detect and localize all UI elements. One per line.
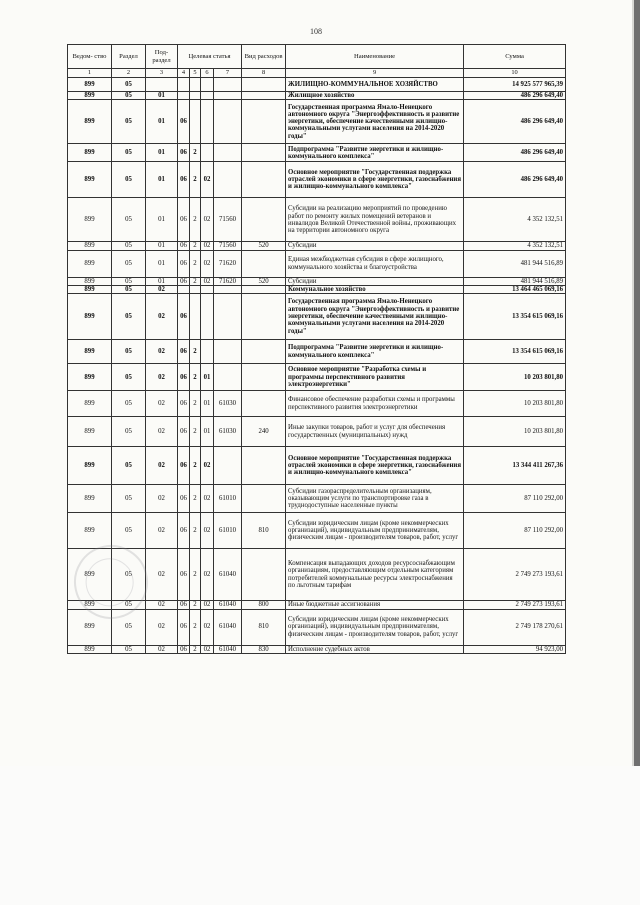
- cell-vedomstvo: 899: [68, 294, 112, 340]
- cell-vid-rashodov: [242, 447, 286, 485]
- table-row: [68, 162, 566, 198]
- cell-direction: [214, 447, 242, 485]
- cell-vid-rashodov: [242, 198, 286, 242]
- cell-direction: [214, 92, 242, 100]
- cell-razdel: 05: [112, 485, 146, 513]
- cell-vedomstvo: 899: [68, 78, 112, 92]
- cell-vedomstvo: 899: [68, 601, 112, 609]
- cell-event: [201, 285, 214, 293]
- cell-program: 06: [178, 513, 190, 549]
- cell-razdel: 05: [112, 391, 146, 417]
- cell-direction: [214, 285, 242, 293]
- cell-vid-rashodov: 800: [242, 601, 286, 609]
- table-row: [68, 340, 566, 364]
- cell-subprogram: 2: [190, 250, 201, 277]
- cell-naimenovanie: Государственная программа Ямало-Ненецкого автономного округа "Энергоэффективность и развитие энергетики, обеспечение качественными жилищно-коммунальными услугами населения на 2014-2020 годы": [286, 294, 464, 340]
- cell-subprogram: 2: [190, 364, 201, 391]
- cell-vid-rashodov: [242, 285, 286, 293]
- cell-vid-rashodov: 810: [242, 513, 286, 549]
- cell-program: 06: [178, 417, 190, 447]
- table-row: [68, 144, 566, 162]
- cell-vedomstvo: 899: [68, 198, 112, 242]
- cell-program: 06: [178, 250, 190, 277]
- cell-vid-rashodov: 240: [242, 417, 286, 447]
- cell-subprogram: [190, 92, 201, 100]
- cell-naimenovanie: Основное мероприятие "Разработка схемы и программы перспективного развития электроэнергетики": [286, 364, 464, 391]
- cell-naimenovanie: Подпрограмма "Развитие энергетики и жилищно-коммунального комплекса": [286, 340, 464, 364]
- header-summa: Сумма: [464, 45, 566, 69]
- cell-razdel: 05: [112, 92, 146, 100]
- cell-podrazdel: 01: [146, 277, 178, 285]
- cell-vedomstvo: 899: [68, 485, 112, 513]
- cell-razdel: 05: [112, 162, 146, 198]
- cell-razdel: 05: [112, 277, 146, 285]
- cell-naimenovanie: Жилищное хозяйство: [286, 92, 464, 100]
- cell-summa: 13 354 615 069,16: [464, 294, 566, 340]
- column-number: 4: [178, 69, 190, 78]
- column-number: 1: [68, 69, 112, 78]
- cell-subprogram: 2: [190, 391, 201, 417]
- header-vedomstvo: Ведом- ство: [68, 45, 112, 69]
- cell-program: 06: [178, 364, 190, 391]
- table-row: [68, 198, 566, 242]
- cell-vid-rashodov: [242, 340, 286, 364]
- cell-vedomstvo: 899: [68, 645, 112, 653]
- cell-podrazdel: 02: [146, 294, 178, 340]
- table-row: [68, 601, 566, 609]
- cell-program: 06: [178, 242, 190, 250]
- cell-podrazdel: 02: [146, 364, 178, 391]
- cell-summa: 486 296 649,40: [464, 92, 566, 100]
- cell-event: 01: [201, 391, 214, 417]
- cell-razdel: 05: [112, 513, 146, 549]
- cell-vid-rashodov: 830: [242, 645, 286, 653]
- cell-event: 02: [201, 645, 214, 653]
- cell-vid-rashodov: [242, 364, 286, 391]
- column-number: 9: [286, 69, 464, 78]
- cell-vedomstvo: 899: [68, 549, 112, 601]
- cell-naimenovanie: Коммунальное хозяйство: [286, 285, 464, 293]
- cell-program: 06: [178, 144, 190, 162]
- cell-summa: 4 352 132,51: [464, 242, 566, 250]
- cell-vid-rashodov: [242, 485, 286, 513]
- cell-subprogram: 2: [190, 340, 201, 364]
- cell-subprogram: 2: [190, 198, 201, 242]
- cell-vid-rashodov: [242, 92, 286, 100]
- cell-naimenovanie: Единая межбюджетная субсидия в сфере жилищного, коммунального хозяйства и благоустройства: [286, 250, 464, 277]
- cell-program: [178, 92, 190, 100]
- cell-vid-rashodov: [242, 78, 286, 92]
- cell-vedomstvo: 899: [68, 242, 112, 250]
- cell-vedomstvo: 899: [68, 364, 112, 391]
- cell-vedomstvo: 899: [68, 609, 112, 645]
- cell-direction: 61040: [214, 609, 242, 645]
- cell-program: 06: [178, 549, 190, 601]
- cell-vid-rashodov: [242, 100, 286, 144]
- cell-razdel: 05: [112, 549, 146, 601]
- cell-naimenovanie: Субсидии газораспределительным организациям, оказывающим услуги по транспортировке газа в труднодоступные населенные пункты: [286, 485, 464, 513]
- cell-naimenovanie: Основное мероприятие "Государственная поддержка отраслей экономики в сфере энергетики, газоснабжения и жилищно-коммунального комплекса": [286, 162, 464, 198]
- cell-podrazdel: 02: [146, 549, 178, 601]
- cell-vid-rashodov: [242, 144, 286, 162]
- cell-vedomstvo: 899: [68, 277, 112, 285]
- blank-area: [0, 766, 640, 905]
- cell-event: 01: [201, 364, 214, 391]
- cell-subprogram: 2: [190, 601, 201, 609]
- cell-event: 02: [201, 162, 214, 198]
- table-row: [68, 391, 566, 417]
- cell-direction: 61040: [214, 601, 242, 609]
- cell-subprogram: [190, 285, 201, 293]
- table-row: [68, 645, 566, 653]
- cell-razdel: 05: [112, 340, 146, 364]
- table-row: [68, 485, 566, 513]
- cell-vid-rashodov: 520: [242, 242, 286, 250]
- cell-naimenovanie: Иные закупки товаров, работ и услуг для обеспечения государственных (муниципальных) нужд: [286, 417, 464, 447]
- cell-direction: 61010: [214, 513, 242, 549]
- cell-direction: [214, 100, 242, 144]
- cell-podrazdel: 02: [146, 485, 178, 513]
- table-row: [68, 277, 566, 285]
- cell-subprogram: 2: [190, 485, 201, 513]
- cell-subprogram: 2: [190, 162, 201, 198]
- cell-summa: 4 352 132,51: [464, 198, 566, 242]
- cell-podrazdel: 02: [146, 285, 178, 293]
- cell-program: 06: [178, 277, 190, 285]
- cell-vedomstvo: 899: [68, 340, 112, 364]
- cell-razdel: 05: [112, 601, 146, 609]
- cell-razdel: 05: [112, 645, 146, 653]
- table-header-row: [68, 45, 566, 69]
- cell-summa: 2 749 178 270,61: [464, 609, 566, 645]
- cell-direction: 71620: [214, 250, 242, 277]
- cell-razdel: 05: [112, 285, 146, 293]
- cell-event: [201, 100, 214, 144]
- cell-summa: 2 749 273 193,61: [464, 601, 566, 609]
- cell-podrazdel: 01: [146, 198, 178, 242]
- table-row: [68, 609, 566, 645]
- table-row: [68, 513, 566, 549]
- cell-direction: 61030: [214, 391, 242, 417]
- cell-summa: 10 203 801,80: [464, 391, 566, 417]
- cell-naimenovanie: Исполнение судебных актов: [286, 645, 464, 653]
- cell-direction: [214, 294, 242, 340]
- cell-razdel: 05: [112, 364, 146, 391]
- cell-summa: 486 296 649,40: [464, 162, 566, 198]
- cell-program: 06: [178, 601, 190, 609]
- cell-vedomstvo: 899: [68, 92, 112, 100]
- column-number: 2: [112, 69, 146, 78]
- cell-subprogram: 2: [190, 513, 201, 549]
- cell-summa: 2 749 273 193,61: [464, 549, 566, 601]
- cell-vid-rashodov: [242, 162, 286, 198]
- table-row: [68, 447, 566, 485]
- cell-program: 06: [178, 294, 190, 340]
- cell-podrazdel: 02: [146, 447, 178, 485]
- cell-podrazdel: 01: [146, 250, 178, 277]
- cell-subprogram: [190, 294, 201, 340]
- cell-vid-rashodov: [242, 250, 286, 277]
- cell-podrazdel: 01: [146, 162, 178, 198]
- cell-program: 06: [178, 645, 190, 653]
- cell-razdel: 05: [112, 78, 146, 92]
- cell-podrazdel: [146, 78, 178, 92]
- cell-subprogram: [190, 100, 201, 144]
- cell-direction: [214, 78, 242, 92]
- cell-summa: 87 110 292,00: [464, 485, 566, 513]
- cell-direction: 61040: [214, 549, 242, 601]
- column-number: 3: [146, 69, 178, 78]
- table-row: [68, 285, 566, 293]
- cell-summa: 10 203 801,80: [464, 417, 566, 447]
- page-number: 108: [310, 27, 322, 36]
- cell-event: 02: [201, 485, 214, 513]
- cell-vedomstvo: 899: [68, 162, 112, 198]
- cell-razdel: 05: [112, 242, 146, 250]
- cell-direction: 71560: [214, 198, 242, 242]
- cell-program: 06: [178, 609, 190, 645]
- cell-subprogram: 2: [190, 144, 201, 162]
- column-number: 7: [214, 69, 242, 78]
- cell-razdel: 05: [112, 250, 146, 277]
- header-vid-rashodov: Вид расходов: [242, 45, 286, 69]
- column-number-row: [68, 69, 566, 78]
- cell-podrazdel: 01: [146, 92, 178, 100]
- header-podrazdel: Под- раздел: [146, 45, 178, 69]
- cell-event: 01: [201, 417, 214, 447]
- cell-naimenovanie: Субсидии на реализацию мероприятий по проведению работ по ремонту жилых помещений ветеранов и инвалидов Великой Отечественной войны, проживающих на территории автономного округа: [286, 198, 464, 242]
- cell-event: [201, 78, 214, 92]
- cell-program: 06: [178, 162, 190, 198]
- cell-naimenovanie: Иные бюджетные ассигнования: [286, 601, 464, 609]
- cell-razdel: 05: [112, 144, 146, 162]
- cell-naimenovanie: Субсидии юридическим лицам (кроме некоммерческих организаций), индивидуальным предпринимателям, физическим лицам - производителям товаров, работ, услуг: [286, 609, 464, 645]
- cell-subprogram: [190, 78, 201, 92]
- cell-subprogram: 2: [190, 242, 201, 250]
- cell-program: [178, 78, 190, 92]
- cell-naimenovanie: Основное мероприятие "Государственная поддержка отраслей экономики в сфере энергетики, газоснабжения и жилищно-коммунального комплекса": [286, 447, 464, 485]
- cell-vedomstvo: 899: [68, 144, 112, 162]
- cell-podrazdel: 02: [146, 340, 178, 364]
- cell-summa: 13 344 411 267,36: [464, 447, 566, 485]
- cell-naimenovanie: Подпрограмма "Развитие энергетики и жилищно-коммунального комплекса": [286, 144, 464, 162]
- cell-summa: 486 296 649,40: [464, 144, 566, 162]
- cell-direction: 71620: [214, 277, 242, 285]
- table-row: [68, 294, 566, 340]
- cell-vid-rashodov: [242, 549, 286, 601]
- cell-vedomstvo: 899: [68, 391, 112, 417]
- cell-naimenovanie: Субсидии: [286, 277, 464, 285]
- table-row: [68, 92, 566, 100]
- cell-summa: 94 923,00: [464, 645, 566, 653]
- cell-vid-rashodov: 810: [242, 609, 286, 645]
- cell-program: 06: [178, 391, 190, 417]
- cell-podrazdel: 02: [146, 645, 178, 653]
- cell-direction: 71560: [214, 242, 242, 250]
- cell-vedomstvo: 899: [68, 100, 112, 144]
- cell-naimenovanie: Компенсация выпадающих доходов ресурсоснабжающим организациям, предоставляющим отдельным категориям потребителей коммунальные ресурсы электроснабжения по льготным тарифам: [286, 549, 464, 601]
- cell-razdel: 05: [112, 609, 146, 645]
- cell-vedomstvo: 899: [68, 513, 112, 549]
- cell-vedomstvo: 899: [68, 250, 112, 277]
- cell-podrazdel: 02: [146, 417, 178, 447]
- table-row: [68, 250, 566, 277]
- cell-podrazdel: 02: [146, 601, 178, 609]
- header-razdel: Раздел: [112, 45, 146, 69]
- cell-naimenovanie: Финансовое обеспечение разработки схемы и программы перспективного развития электроэнергетики: [286, 391, 464, 417]
- cell-podrazdel: 01: [146, 144, 178, 162]
- cell-podrazdel: 02: [146, 513, 178, 549]
- cell-program: 06: [178, 485, 190, 513]
- cell-event: [201, 144, 214, 162]
- cell-subprogram: 2: [190, 277, 201, 285]
- cell-direction: 61030: [214, 417, 242, 447]
- cell-summa: 13 464 465 069,16: [464, 285, 566, 293]
- cell-event: 02: [201, 250, 214, 277]
- cell-podrazdel: 02: [146, 609, 178, 645]
- cell-summa: 13 354 615 069,16: [464, 340, 566, 364]
- cell-razdel: 05: [112, 198, 146, 242]
- cell-event: 02: [201, 601, 214, 609]
- cell-event: 02: [201, 549, 214, 601]
- cell-summa: 481 944 516,89: [464, 250, 566, 277]
- table-row: [68, 242, 566, 250]
- table-row: [68, 100, 566, 144]
- cell-event: 02: [201, 447, 214, 485]
- cell-podrazdel: 01: [146, 242, 178, 250]
- cell-summa: 14 925 577 965,39: [464, 78, 566, 92]
- cell-event: 02: [201, 242, 214, 250]
- cell-event: [201, 92, 214, 100]
- cell-subprogram: 2: [190, 447, 201, 485]
- cell-vedomstvo: 899: [68, 447, 112, 485]
- cell-direction: [214, 364, 242, 391]
- cell-subprogram: 2: [190, 549, 201, 601]
- cell-vid-rashodov: [242, 294, 286, 340]
- cell-event: 02: [201, 198, 214, 242]
- cell-program: 06: [178, 100, 190, 144]
- table-row: [68, 417, 566, 447]
- cell-program: 06: [178, 447, 190, 485]
- cell-event: 02: [201, 277, 214, 285]
- cell-vedomstvo: 899: [68, 285, 112, 293]
- column-number: 8: [242, 69, 286, 78]
- cell-direction: [214, 340, 242, 364]
- cell-direction: [214, 144, 242, 162]
- cell-event: [201, 294, 214, 340]
- cell-naimenovanie: Государственная программа Ямало-Ненецкого автономного округа "Энергоэффективность и развитие энергетики, обеспечение качественными жилищно-коммунальными услугами населения на 2014-2020 годы": [286, 100, 464, 144]
- cell-subprogram: 2: [190, 609, 201, 645]
- cell-event: 02: [201, 609, 214, 645]
- cell-podrazdel: 02: [146, 391, 178, 417]
- cell-podrazdel: 01: [146, 100, 178, 144]
- cell-program: 06: [178, 340, 190, 364]
- cell-vid-rashodov: 520: [242, 277, 286, 285]
- header-naimenovanie: Наименование: [286, 45, 464, 69]
- cell-summa: 87 110 292,00: [464, 513, 566, 549]
- cell-vid-rashodov: [242, 391, 286, 417]
- cell-naimenovanie: Субсидии: [286, 242, 464, 250]
- cell-razdel: 05: [112, 100, 146, 144]
- cell-direction: 61010: [214, 485, 242, 513]
- cell-razdel: 05: [112, 294, 146, 340]
- column-number: 5: [190, 69, 201, 78]
- table-row: [68, 78, 566, 92]
- cell-naimenovanie: Субсидии юридическим лицам (кроме некоммерческих организаций), индивидуальным предпринимателям, физическим лицам - производителям товаров, работ, услуг: [286, 513, 464, 549]
- table-row: [68, 364, 566, 391]
- cell-summa: 481 944 516,89: [464, 277, 566, 285]
- column-number: 6: [201, 69, 214, 78]
- cell-summa: 486 296 649,40: [464, 100, 566, 144]
- cell-razdel: 05: [112, 447, 146, 485]
- cell-program: 06: [178, 198, 190, 242]
- header-celevaya-statya: Целевая статья: [178, 45, 242, 69]
- cell-direction: 61040: [214, 645, 242, 653]
- cell-subprogram: 2: [190, 645, 201, 653]
- cell-summa: 10 203 801,80: [464, 364, 566, 391]
- cell-subprogram: 2: [190, 417, 201, 447]
- cell-razdel: 05: [112, 417, 146, 447]
- cell-program: [178, 285, 190, 293]
- cell-direction: [214, 162, 242, 198]
- cell-naimenovanie: ЖИЛИЩНО-КОММУНАЛЬНОЕ ХОЗЯЙСТВО: [286, 78, 464, 92]
- column-number: 10: [464, 69, 566, 78]
- cell-vedomstvo: 899: [68, 417, 112, 447]
- cell-event: [201, 340, 214, 364]
- cell-event: 02: [201, 513, 214, 549]
